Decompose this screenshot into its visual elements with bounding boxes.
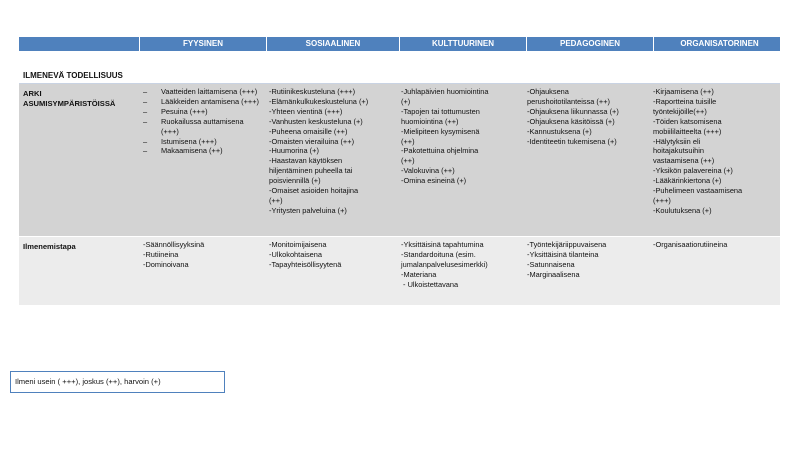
cell-line: -Satunnaisena <box>527 259 575 269</box>
cell-kulttuurinen <box>397 84 523 236</box>
row-label-line: ASUMISYMPÄRISTÖISSÄ <box>23 99 116 108</box>
cell-kulttuurinen <box>397 237 523 305</box>
cell-line: mobiililaitteelta (+++) <box>653 126 722 136</box>
list-item: – Makaamisena (++) <box>143 146 261 156</box>
cell-line: -Mielipiteen kysymisenä <box>401 126 480 136</box>
header-empty <box>19 37 139 51</box>
header-pedagoginen: PEDAGOGINEN <box>526 37 653 51</box>
cell-line: -Lääkärinkiertona (+) <box>653 176 722 186</box>
cell-line: -Töiden katsomisena <box>653 116 722 126</box>
cell-line: -Materiana <box>401 269 437 279</box>
header-sosiaalinen: SOSIAALINEN <box>266 37 399 51</box>
cell-line: -Elämänkulkukeskusteluna (+) <box>269 96 369 106</box>
section-title: ILMENEVÄ TODELLISUUS <box>19 51 780 84</box>
cell-line: (++) <box>401 136 415 146</box>
row-label-line: ARKI <box>23 89 42 98</box>
table-row-arki <box>19 84 780 237</box>
cell-line: -Yksikön palavereina (+) <box>653 166 733 176</box>
cell-line: (++) <box>269 195 283 205</box>
cell-line: -Ohjauksena käsitöissä (+) <box>527 116 615 126</box>
cell-line: perushoitotilanteissa (++) <box>527 96 610 106</box>
cell-line: -Hälytyksiin eli <box>653 136 701 146</box>
cell-line: vastaamisena (++) <box>653 156 715 166</box>
cell-line: -Identiteetin tukemisena (+) <box>527 136 617 146</box>
row-label-arki <box>19 84 139 236</box>
list-item: – Lääkkeiden antamisena (+++) <box>143 97 261 107</box>
cell-line: (+) <box>401 96 411 106</box>
cell-line: -Työntekijäriippuvaisena <box>527 240 607 249</box>
cell-line: -Valokuvina (++) <box>401 166 455 176</box>
cell-pedagoginen <box>523 84 649 236</box>
cell-line: -Marginaalisena <box>527 269 580 279</box>
frequency-legend: Ilmeni usein ( +++), joskus (++), harvoin (+) <box>10 371 225 393</box>
cell-line: poisviennillä (+) <box>269 176 321 186</box>
cell-line: -Rutiineina <box>143 249 179 259</box>
cell-line: -Raportteina tuisille <box>653 96 717 106</box>
cell-line: -Omaisten vierailuina (++) <box>269 136 355 146</box>
observation-table <box>19 37 780 306</box>
table-row-ilmenemistapa <box>19 237 780 306</box>
cell-line: jumalanpalvelusesimerkki) <box>401 259 488 269</box>
cell-line: -Ohjauksena liikunnassa (+) <box>527 106 619 116</box>
cell-organisatorinen <box>649 237 780 305</box>
cell-line: -Yhteen vientinä (+++) <box>269 106 343 116</box>
cell-line: -Omina esineinä (+) <box>401 176 467 186</box>
cell-line: -Tapojen tai tottumusten <box>401 106 480 116</box>
list-item: – Istumisena (+++) <box>143 137 261 147</box>
header-fyysinen: FYYSINEN <box>139 37 266 51</box>
cell-line: -Puhelimeen vastaamisena <box>653 186 743 196</box>
cell-organisatorinen <box>649 84 780 236</box>
cell-line: -Huumorina (+) <box>269 146 319 156</box>
cell-pedagoginen <box>523 237 649 305</box>
cell-line: työntekijöille(++) <box>653 106 707 116</box>
cell-line: -Ulkokohtaisena <box>269 249 322 259</box>
cell-line: -Ohjauksena <box>527 87 569 96</box>
cell-line: -Standardoituna (esim. <box>401 249 476 259</box>
cell-line: -Vanhusten keskusteluna (+) <box>269 116 363 126</box>
cell-line: -Monitoimijaisena <box>269 240 327 249</box>
cell-line: -Kannustuksena (+) <box>527 126 592 136</box>
cell-line: -Organisaatiorutiineina <box>653 240 728 249</box>
cell-line: -Haastavan käytöksen <box>269 156 343 166</box>
cell-line: -Yksittäisinä tilanteina <box>527 249 599 259</box>
cell-line: -Yksittäisinä tapahtumina <box>401 240 484 249</box>
table-header-row <box>19 37 780 51</box>
cell-line: -Koulutuksena (+) <box>653 205 712 215</box>
cell-line: (+++) <box>653 195 671 205</box>
cell-line: huomiointina (++) <box>401 116 459 126</box>
header-organisatorinen: ORGANISATORINEN <box>653 37 785 51</box>
cell-line: hoitajakutsuihin <box>653 146 704 156</box>
list-item: – Pesuina (+++) <box>143 107 261 117</box>
cell-line: -Tapayhteisöllisyytenä <box>269 259 342 269</box>
cell-line: -Yritysten palveluina (+) <box>269 205 347 215</box>
cell-fyysinen <box>139 84 265 236</box>
row-label-ilmenemistapa: Ilmenemistapa <box>23 242 76 251</box>
cell-line: -Omaiset asioiden hoitajina <box>269 186 359 196</box>
cell-line: -Puheena omaisille (++) <box>269 126 348 136</box>
cell-line: hiljentäminen puheella tai <box>269 166 353 176</box>
cell-fyysinen <box>139 237 265 305</box>
cell-line: -Säännöllisyyksinä <box>143 240 205 249</box>
list-item: – Ruokailussa auttamisena (+++) <box>143 117 261 137</box>
header-kulttuurinen: KULTTUURINEN <box>399 37 526 51</box>
cell-line: -Pakotettuina ohjelmina <box>401 146 479 156</box>
cell-line: -Rutiinikeskusteluna (+++) <box>269 87 356 96</box>
cell-line: -Juhlapäivien huomiointina <box>401 87 489 96</box>
cell-line: -Dominoivana <box>143 259 189 269</box>
cell-line: -Kirjaamisena (++) <box>653 87 714 96</box>
list-item: – Vaatteiden laittamisena (+++) <box>143 87 261 97</box>
cell-sosiaalinen <box>265 237 397 305</box>
cell-line: (++) <box>401 156 415 166</box>
cell-line: - Ulkoistettavana <box>401 279 459 289</box>
cell-sosiaalinen <box>265 84 397 236</box>
